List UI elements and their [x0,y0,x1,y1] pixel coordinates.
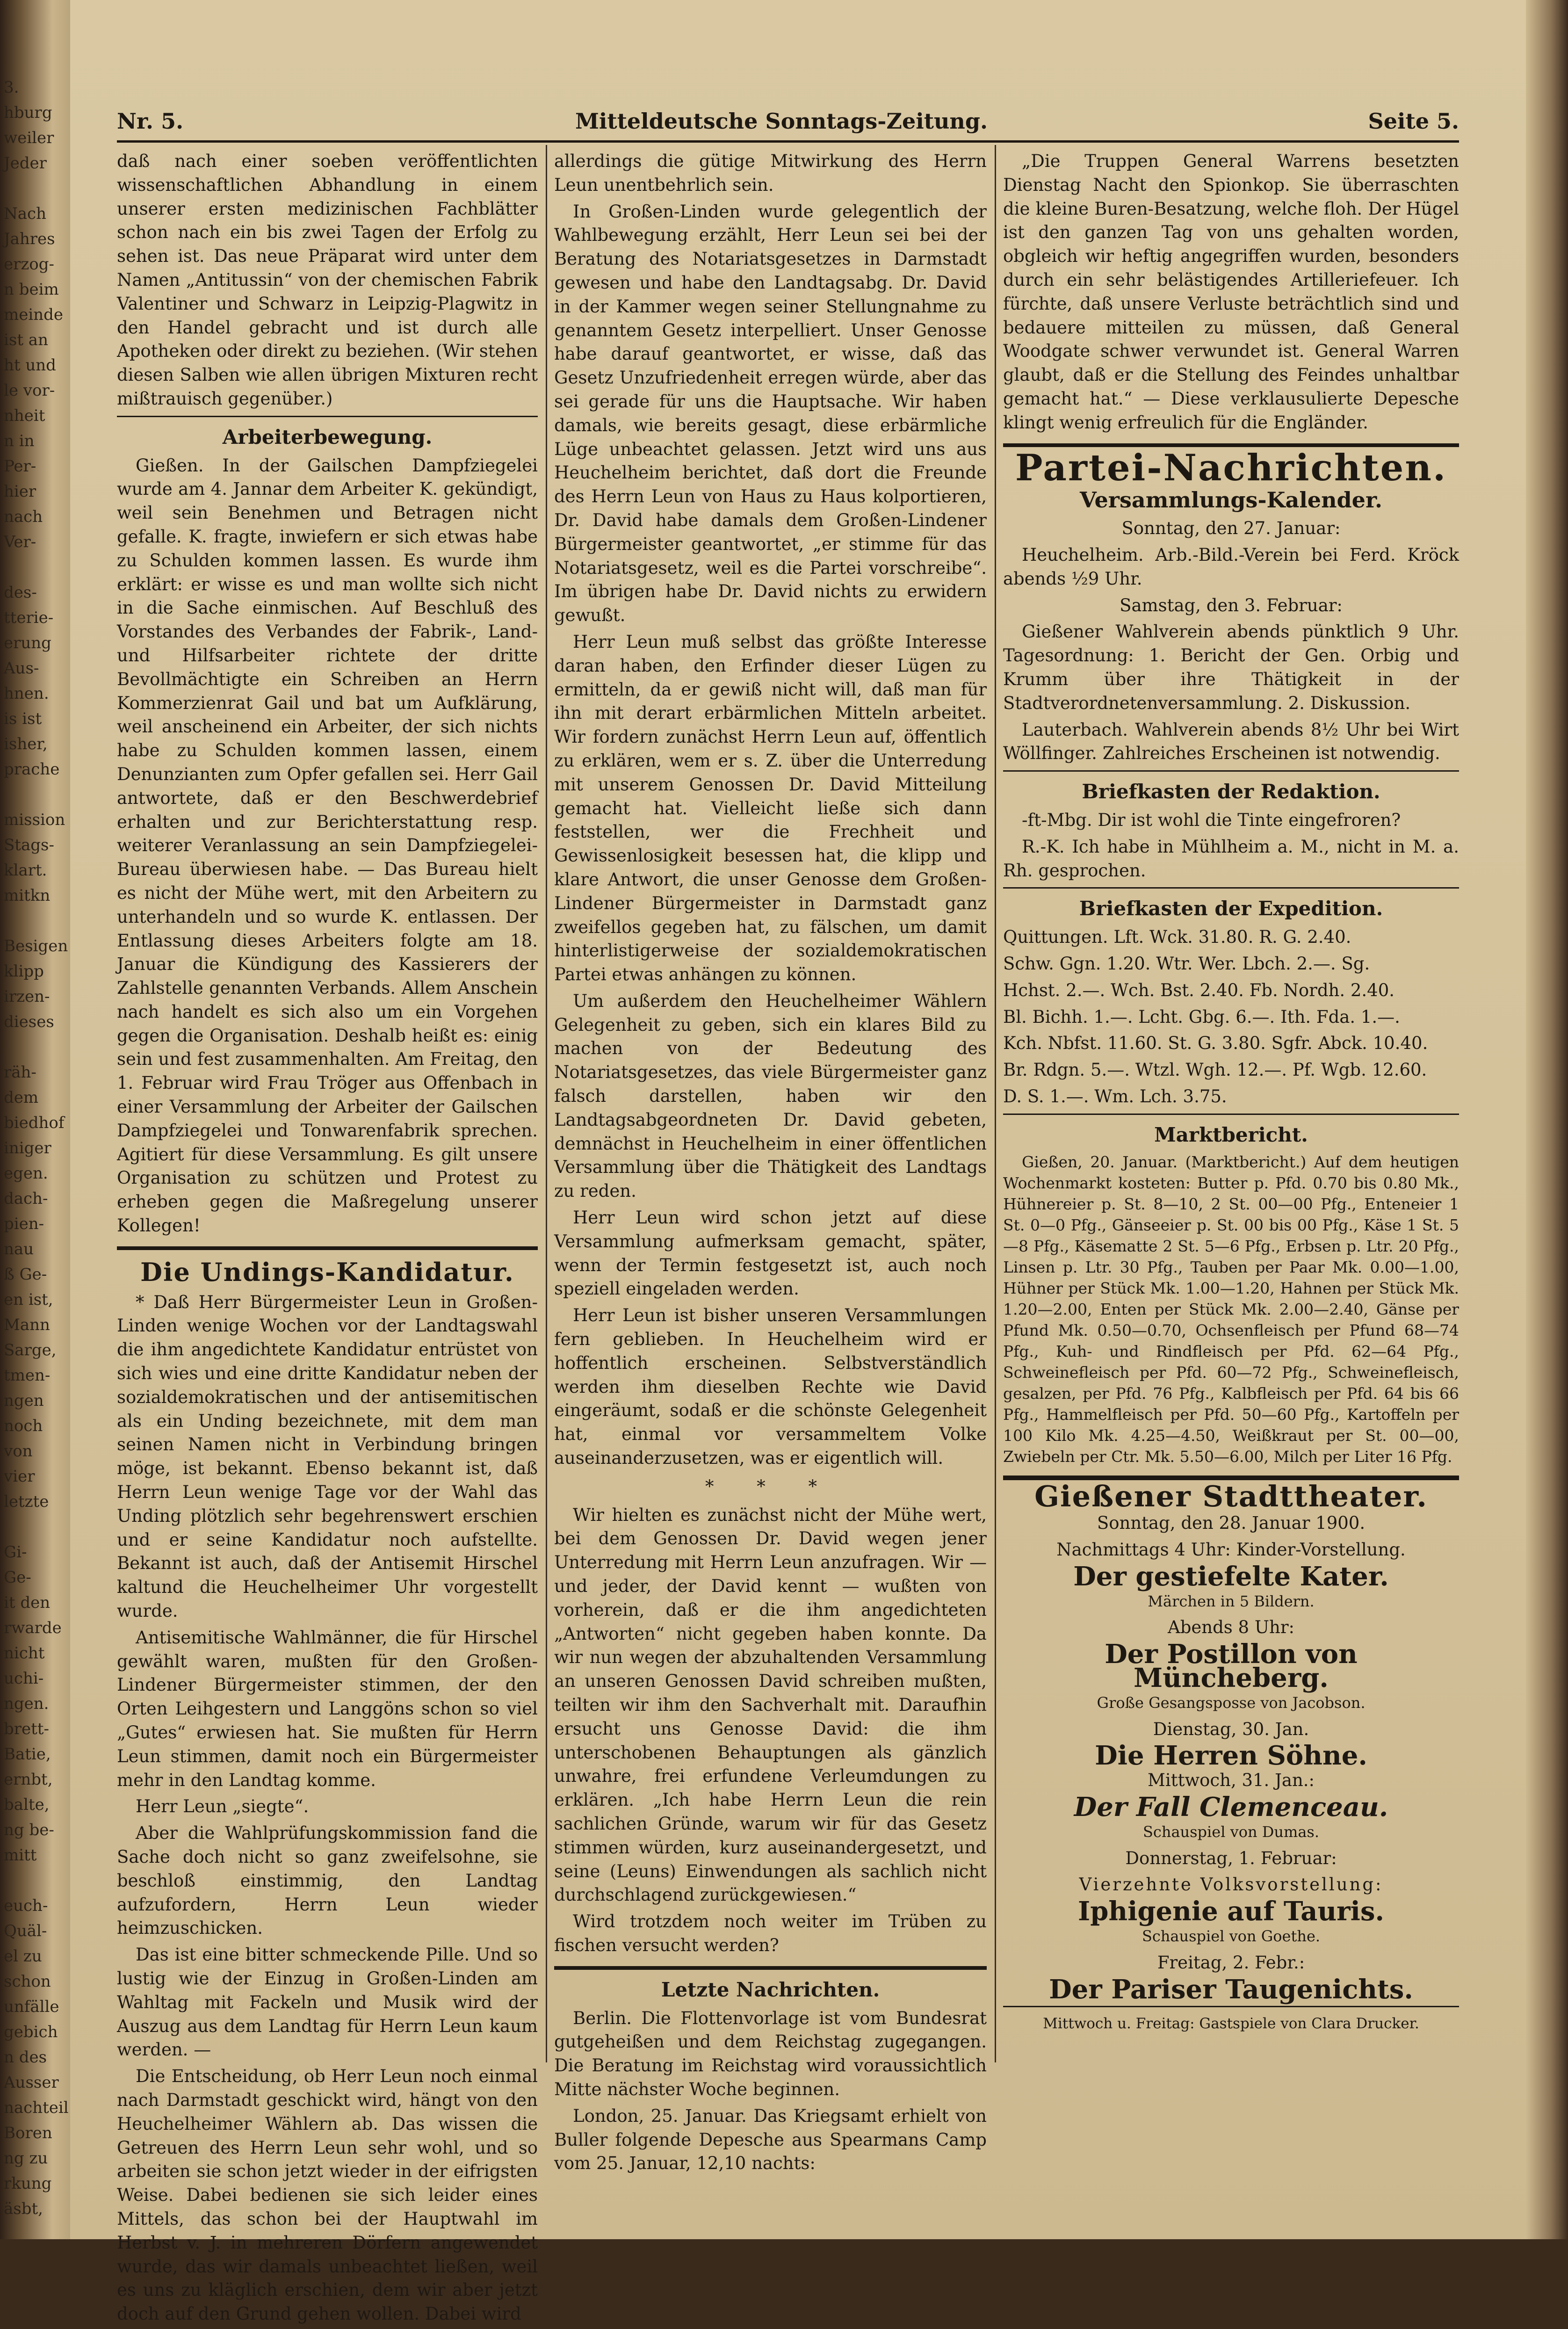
newspaper-page [70,0,1568,2324]
col2-paragraph-3: Herr Leun muß selbst das größte Interesse daran haben, den Erfinder dieser Lügen zu ermitteln, da er gewiß nicht will, daß man für ihn mit derart erbärmlichen Mitteln arbeitet. Wir fordern zunächst Herrn Leun auf, öffentlich zu erklären, wem er s. Z. über die Unterredung mit unserem Genossen Dr. David Mitteilung gemacht hat. Vielleicht ließe sich dann feststellen, wer die Frechheit und Gewissenlosigkeit besessen hat, die klipp und klare Antwort, die unser Genosse dem Großen-Lindener Bürgermeister in Darmstadt ganz zweifellos gegeben hat, zu fälschen, um damit hinterlistigerweise der sozialdemokratischen Partei etwas anhängen zu können. [554,631,987,985]
prev-page-fragment: noch [4,1417,43,1435]
prev-page-fragment: Mann [4,1316,50,1334]
prev-page-fragment: erzog- [4,255,55,274]
undings-paragraph-5: Das ist eine bitter schmeckende Pille. Und so lustig wie der Einzug in Großen-Linden am Wahltag mit Fackeln und Musik wird der Auszug aus dem Landtag für Herrn Leun kaum werden. — [117,1945,538,2060]
prev-page-fragment: irzen- [4,987,50,1006]
marktbericht-paragraph: Gießen, 20. Januar. (Marktbericht.) Auf dem heutigen Wochenmarkt kosteten: Butter p. Pfd. 0.70 bis 0.80 Mk., Hühnereier p. St. 8—10, 2 St. 00—00 Pfg., Enteneier 1 St. 0—0 Pfg., Gänseeier p. St. 00 bis 00 Pfg., Käse 1 St. 5—8 Pfg., Käsematte 2 St. 5—6 Pfg., Erbsen p. Ltr. 20 Pfg., Linsen p. Ltr. 30 Pfg., Tauben per Paar Mk. 0.00—1.00, Hühner per Stück Mk. 1.00—1.20, Hahnen per Stück Mk. 1.20—2.00, Enten per Stück Mk. 2.00—2.40, Gänse per Pfund Mk. 0.50—0.70, Ochsenfleisch per Pfund 68—74 Pfg., Kuh- und Rindfleisch per Pfd. 62—64 Pfg., Schweinefleisch per Pfd. 60—72 Pfg., Schweinefleisch, gesalzen, per Pfd. 76 Pfg., Kalbfleisch per Pfd. 64 bis 66 Pfg., Hammelfleisch per Pfd. 50—60 Pfg., Kartoffeln per 100 Kilo Mk. 4.25—4.50, Weißkraut per St. 00—00, Zwiebeln per Ctr. Mk. 5.50—6.00, Milch per Liter 16 Pfg. [1003,1153,1459,1466]
section-rule [1003,770,1459,772]
prev-page-fragment: hburg [4,103,52,122]
play-title-6: Der Pariser Taugenichts. [1049,1974,1413,2005]
heading-briefkasten-redaktion: Briefkasten der Redaktion. [1082,780,1380,803]
prev-page-fragment [4,782,70,807]
kalender-entry-giessen: Gießener Wahlverein abends pünktlich 9 Uhr. Tagesordnung: 1. Bericht der Gen. Orbig und Krumm über ihre Thätigkeit in der Stadtverordnetenversammlung. 2. Diskussion. [1003,622,1459,713]
play-title-1: Der gestiefelte Kater. [1073,1561,1389,1592]
prev-page-fragment: ist an [4,331,48,349]
quittungen-line: Br. Rdgn. 5.—. Wtzl. Wgh. 12.—. Pf. Wgb. 12.60. [1003,1060,1427,1080]
prev-page-fragment: en ist, [4,1290,53,1309]
prev-page-fragment: Besigen [4,937,68,955]
quittungen-line: Hchst. 2.—. Wch. Bst. 2.40. Fb. Nordh. 2.40. [1003,980,1395,1000]
prev-page-fragment: mitt [4,1846,37,1865]
prev-page-fragment: it den [4,1593,51,1612]
prev-page-fragment: vier [4,1467,35,1486]
play-subtitle-1: Märchen in 5 Bildern. [1148,1592,1315,1610]
heading-arbeiterbewegung: Arbeiterbewegung. [222,425,433,448]
prev-page-fragment: egen. [4,1164,48,1183]
quittungen-line: D. S. 1.—. Wm. Lch. 3.75. [1003,1086,1227,1107]
header-rule [117,140,1459,143]
prev-page-fragment: Boren [4,2124,52,2142]
section-rule [1003,2006,1459,2007]
prev-page-fragment: nau [4,1240,34,1259]
prev-page-fragment: unfälle [4,1997,59,2016]
page-number: Seite 5. [1368,108,1459,134]
heading-versammlungs-kalender: Versammlungs-Kalender. [1080,487,1382,513]
prev-page-fragment: Ver- [4,533,36,551]
prev-page-fragment: äsbt, [4,2199,43,2218]
prev-page-fragment: klart. [4,861,47,880]
play-subtitle-2: Große Gesangsposse von Jacobson. [1097,1693,1366,1712]
prev-page-fragment [4,1034,70,1060]
heading-marktbericht: Marktbericht. [1154,1123,1308,1146]
theater-footer: Mittwoch u. Freitag: Gastspiele von Clara Drucker. [1043,2015,1419,2032]
play-title-2: Der Postillon von Müncheberg. [1105,1639,1358,1694]
quittungen-line: Quittungen. Lft. Wck. 31.80. R. G. 2.40. [1003,927,1351,948]
prev-page-fragment: des- [4,583,37,602]
prev-page-fragment: le vor- [4,381,55,400]
prev-page-fragment: letzte [4,1492,49,1511]
col2-paragraph-2: In Großen-Linden wurde gelegentlich der Wahlbewegung erzählt, Herr Leun sei bei der Beratung des Notariatsgesetzes in Darmstadt gewesen und habe den Landtagsabg. Dr. David in der Kammer wegen seiner Stellungnahme zu genanntem Gesetz interpelliert. Unser Genosse habe darauf geantwortet, er wisse, daß das Gesetz Unzufriedenheit erregen würde, aber das sei gerade für uns die Hauptsache. Wir haben damals, wie bereits gesagt, diese erbärmliche Lüge unbeachtet gelassen. Jetzt wird uns aus Heuchelheim berichtet, daß dort die Freunde des Herrn Leun von Haus zu Haus kolportieren, Dr. David habe damals dem Großen-Lindener Bürgermeister geantwortet, „er stimme für das Notariatsgesetz, weil es die Partei vorschreibe“. Im übrigen habe Dr. David nichts zu erwidern gewußt. [554,201,987,626]
briefkasten-entry-1: -ft-Mbg. Dir ist wohl die Tinte eingefroren? [1022,810,1401,830]
undings-paragraph-4: Aber die Wahlprüfungskommission fand die Sache doch nicht so ganz zweifelsohne, sie beschloß einstimmig, den Landtag aufzufordern, Herrn Leun wieder heimzuschicken. [117,1823,538,1938]
prev-page-fragment: Jeder [4,154,47,173]
column-rule-1 [546,145,547,2062]
quittungen-line: Schw. Ggn. 1.20. Wtr. Wer. Lbch. 2.—. Sg. [1003,953,1370,974]
prev-page-fragment: nheit [4,406,45,425]
prev-page-fragment: Gi- [4,1543,27,1562]
theater-time-2: Abends 8 Uhr: [1167,1617,1295,1638]
play-title-3: Die Herren Söhne. [1095,1740,1367,1772]
prev-page-fragment: ng be- [4,1821,54,1839]
play-subtitle-4: Schauspiel von Dumas. [1142,1823,1320,1841]
prev-page-fragment: klipp [4,962,44,981]
prev-page-fragment: Quäl- [4,1922,47,1940]
prev-page-fragment: euch- [4,1896,48,1915]
col2-paragraph-4: Um außerdem den Heuchelheimer Wählern Gelegenheit zu geben, sich ein klares Bild zu machen von der Bedeutung des Notariatsgesetzes, das viele Bürgermeister ganz falsch darstellen, haben wir den Landtagsabgeordneten Dr. David gebeten, demnächst in Heuchelheim in einer öffentlichen Versammlung über die Thätigkeit des Landtags zu reden. [554,991,987,1201]
page-right-edge [1526,0,1568,2239]
prev-page-fragment: ngen. [4,1694,49,1713]
column-rule-2 [995,145,996,2062]
theater-time-5: Donnerstag, 1. Februar: [1125,1848,1337,1868]
prev-page-fragment: n in [4,432,35,450]
prev-page-fragment: räh- [4,1063,36,1082]
prev-page-fragment: dach- [4,1189,48,1208]
theater-time-3: Dienstag, 30. Jan. [1153,1719,1309,1739]
prev-page-fragment: mitkn [4,886,51,905]
prev-page-fragment: gebich [4,2023,58,2041]
prev-page-fragment [4,1514,70,1540]
column-3 [1003,150,1459,2039]
theater-time-1: Nachmittags 4 Uhr: Kinder-Vorstellung. [1056,1540,1406,1560]
prev-page-fragment: Ausser [4,2073,59,2092]
prev-page-fragment [4,908,70,933]
antitussin-paragraph: daß nach einer soeben veröffentlichten wissenschaftlichen Abhandlung in einem unserer ersten medizinischen Fachblätter schon nach ein bis zwei Tagen der Erfolg zu sehen ist. Das neue Präparat wird unter dem Namen „Antitussin“ von der chemischen Fabrik Valentiner und Schwarz in Leipzig-Plagwitz in den Handel gebracht und ist durch alle Apotheken oder direkt zu beziehen. (Wir stehen diesen Salben wie allen übrigen Mixturen recht mißtrauisch gegenüber.) [117,151,538,409]
news-berlin: Berlin. Die Flottenvorlage ist vom Bundesrat gutgeheißen und dem Reichstag zugegangen. Die Beratung im Reichstag wird voraussichtlich Mitte nächster Woche beginnen. [554,2008,987,2099]
theater-line-5: Vierzehnte Volksvorstellung: [1079,1874,1383,1895]
play-title-5: Iphigenie auf Tauris. [1078,1896,1384,1927]
prev-page-fragment: von [4,1442,33,1461]
column-1 [117,150,538,2329]
prev-page-fragment: nachteil [4,2098,69,2117]
prev-page-fragment: isher, [4,735,48,753]
prev-page-fragment: ng zu [4,2149,48,2168]
prev-page-fragment: meinde [4,305,64,324]
prev-page-fragment: brett- [4,1720,49,1738]
col2-paragraph-5: Herr Leun wird schon jetzt auf diese Versammlung aufmerksam gemacht, später, wenn der Termin festgesetzt ist, auch noch speziell eingeladen werden. [554,1208,987,1299]
col2-paragraph-7: Wir hielten es zunächst nicht der Mühe wert, bei dem Genossen Dr. David wegen jener Unterredung mit Herrn Leun anzufragen. Wir — und jeder, der David kennt — wußten von vorherein, daß er die ihm angedichteten „Antworten“ nicht gegeben haben konnte. Da wir nun wegen der abzuhaltenden Versammlung an unseren Genossen David schreiben mußten, teilten wir ihm den Sachverhalt mit. Daraufhin ersucht uns Genosse David: die ihm unterschobenen Behauptungen als gänzlich unwahre, frei erfundene Verleumdungen zu erklären. „Ich habe Herrn Leun die rein sachlichen Gründe, warum wir für das Gesetz stimmen würden, kurz auseinandergesetzt, und seine (Leuns) Einwendungen als sachlich nicht durchschlagend zurückgewiesen.“ [554,1504,987,1905]
col2-paragraph-6: Herr Leun ist bisher unseren Versammlungen fern geblieben. In Heuchelheim wird er hoffentlich erscheinen. Selbstverständlich werden ihm dieselben Rechte wie David eingeräumt, sodaß er die schönste Gelegenheit hat, einmal vor versammeltem Volke auseinanderzusetzen, was er eigentlich will. [554,1305,987,1468]
prev-page-fragment: 3. [4,78,19,97]
undings-paragraph-3: Herr Leun „siegte“. [136,1796,309,1817]
prev-page-fragment: rwarde [4,1619,62,1637]
prev-page-fragment: Sarge, [4,1341,57,1360]
col2-paragraph-8: Wird trotzdem noch weiter im Trüben zu fischen versucht werden? [554,1911,987,1955]
prev-page-fragment: el zu [4,1947,42,1966]
prev-page-fragment: dem [4,1088,39,1107]
col2-paragraph-1: allerdings die gütige Mitwirkung des Herrn Leun unentbehrlich sein. [554,151,987,195]
section-asterisks: * * * [705,1476,836,1497]
prev-page-fragment: Ge- [4,1568,31,1587]
section-rule [1003,887,1459,889]
prev-page-fragment: dieses [4,1013,54,1031]
kalender-date-1: Sonntag, den 27. Januar: [1121,518,1341,539]
theater-date: Sonntag, den 28. Januar 1900. [1097,1513,1366,1533]
previous-page-edge [0,75,70,2218]
prev-page-fragment [4,176,70,201]
prev-page-fragment: rkung [4,2174,52,2193]
prev-page-fragment: Stags- [4,836,54,854]
prev-page-fragment: hnen. [4,684,49,703]
prev-page-fragment: uchi- [4,1669,44,1688]
quittungen-line: Bl. Bichh. 1.—. Lcht. Gbg. 6.—. Ith. Fda. 1.—. [1003,1006,1400,1027]
prev-page-fragment: pien- [4,1215,44,1233]
undings-paragraph-6: Die Entscheidung, ob Herr Leun noch einmal nach Darmstadt geschickt wird, hängt von den Heuchelheimer Wählern ab. Das wissen die Getreuen des Herrn Leun sehr wohl, und so arbeiten sie schon jetzt wieder in der eifrigsten Weise. Dabei bedienen sie sich leider eines Mittels, das schon bei der Hauptwahl im Herbst v. J. in mehreren Dörfern angewendet wurde, das wir damals unbeachtet ließen, weil es uns zu kläglich erschien, dem wir aber jetzt doch auf den Grund gehen wollen. Dabei wird [117,2066,538,2324]
prev-page-fragment: mission [4,810,65,829]
kalender-date-2: Samstag, den 3. Februar: [1120,595,1343,615]
heading-letzte-nachrichten: Letzte Nachrichten. [661,1978,880,2001]
prev-page-fragment: hier [4,482,36,501]
theater-time-4: Mittwoch, 31. Jan.: [1147,1770,1315,1791]
section-rule-thick [117,1246,538,1250]
prev-page-fragment: Nach [4,204,46,223]
prev-page-fragment: tmen- [4,1366,51,1385]
arbeiter-paragraph: Gießen. In der Gailschen Dampfziegelei wurde am 4. Jannar dem Arbeiter K. gekündigt, weil sein Benehmen und Betragen nicht gefalle. K. fragte, inwiefern er sich etwas habe zu Schulden kommen lassen. Es wurde ihm erklärt: er wisse es und man wollte sich nicht in die Sache einmischen. Auf Beschluß des Vorstandes des Verbandes der Fabrik-, Land- und Hilfsarbeiter richtete der dritte Bevollmächtigte ein Schreiben an Herrn Kommerzienrat Gail und bat um Aufklärung, weil anscheinend ein Arbeiter, der sich nichts habe zu Schulden kommen lassen, einem Denunzianten zum Opfer gefallen sei. Herr Gail antwortete, daß er den Beschwerdebrief erhalten und zur Berichterstattung resp. weiterer Veranlassung an sein Dampfziegelei-Bureau überwiesen habe. — Das Bureau hielt es nicht der Mühe wert, mit den Arbeitern zu unterhandeln und so wurde K. entlassen. Der Entlassung dieses Arbeiters folgte am 18. Januar die Kündigung des Kassierers der Zahlstelle genannten Verbands. Allem Anschein nach handelt es sich also um ein Vorgehen gegen die Organisation. Deshalb heißt es: einig sein und fest zusammenhalten. Am Freitag, den 1. Februar wird Frau Tröger aus Offenbach in einer Versammlung der Arbeiter der Gailschen Dampfziegelei und Tonwarenfabrik sprechen. Agitiert für diese Versammlung. Es gilt unsere Organisation zu schützen und Protest zu erheben gegen die Maßregelung unserer Kollegen! [117,455,538,1236]
briefkasten-entry-2: R.-K. Ich habe in Mühlheim a. M., nicht in M. a. Rh. gesprochen. [1003,836,1459,881]
undings-paragraph-1: * Daß Herr Bürgermeister Leun in Großen-Linden wenige Wochen vor der Landtagswahl die ihm angedichtete Kandidatur entrüstet von sich wies und eine dritte Kandidatur neben der sozialdemokratischen und der antisemitischen als ein Unding bezeichnete, mit dem man seinen Namen nicht in Verbindung bringen möge, ist bekannt. Ebenso bekannt ist, daß Herrn Leun wenige Tage vor der Wahl das Unding plötzlich sehr begehrenswert erschien und er seine Kandidatur noch aufstellte. Bekannt ist auch, daß der Antisemit Hirschel kaltund die Heuchelheimer Uhr vorgestellt wurde. [117,1292,538,1621]
play-subtitle-5: Schauspiel von Goethe. [1142,1927,1321,1946]
prev-page-fragment: n beim [4,280,59,299]
prev-page-fragment: weiler [4,129,54,147]
kalender-entry-heuchelheim: Heuchelheim. Arb.-Bild.-Verein bei Ferd. Kröck abends ½9 Uhr. [1003,544,1459,589]
prev-page-fragment: is ist [4,709,42,728]
prev-page-fragment: Jahres [4,230,55,248]
prev-page-fragment [4,555,70,580]
prev-page-fragment: ht und [4,356,56,375]
prev-page-fragment: n des [4,2048,47,2067]
prev-page-fragment: Batie, [4,1745,51,1764]
undings-paragraph-2: Antisemitische Wahlmänner, die für Hirschel gewählt waren, mußten für den Großen-Lindener Bürgermeister stimmen, der den Orten Leihgestern und Langgöns schon so viel „Gutes“ erwiesen hat. Sie mußten für Herrn Leun stimmen, damit noch ein Bürgermeister mehr in den Landtag komme. [117,1627,538,1790]
heading-undings-kandidatur: Die Undings-Kandidatur. [140,1257,514,1287]
prev-page-fragment: ernbt, [4,1770,53,1789]
prev-page-fragment: ngen [4,1391,44,1410]
play-title-4: Der Fall Clemenceau. [1074,1792,1388,1823]
prev-page-fragment: Per- [4,457,36,476]
heading-stadttheater: Gießener Stadttheater. [1034,1479,1428,1514]
section-rule [1003,1114,1459,1115]
column-2 [554,150,987,2178]
prev-page-fragment: schon [4,1972,51,1991]
quittungen-line: Kch. Nbfst. 11.60. St. G. 3.80. Sgfr. Abck. 10.40. [1003,1033,1428,1054]
masthead-title: Mitteldeutsche Sonntags-Zeitung. [575,108,988,134]
prev-page-fragment: biedhof [4,1114,65,1132]
prev-page-fragment [4,1868,70,1893]
section-rule-thick [554,1966,987,1970]
theater-time-6: Freitag, 2. Febr.: [1157,1952,1305,1973]
prev-page-fragment: erung [4,634,51,652]
prev-page-fragment: balte, [4,1795,50,1814]
prev-page-fragment: prache [4,760,60,779]
prev-page-fragment: ß Ge- [4,1265,47,1284]
prev-page-fragment: iniger [4,1139,51,1157]
section-rule [117,416,538,417]
prev-page-fragment: nach [4,507,43,526]
prev-page-fragment: nicht [4,1644,45,1663]
depesche-paragraph: „Die Truppen General Warrens besetzten Dienstag Nacht den Spionkop. Sie überraschten die kleine Buren-Besatzung, welche floh. Der Hügel ist den ganzen Tag von uns gehalten worden, obgleich wir heftig angegriffen wurden, besonders durch ein sehr belästigendes Artilleriefeuer. Ich fürchte, daß unsere Verluste beträchtlich sind und bedauere mitteilen zu müssen, daß General Woodgate schwer verwundet ist. General Warren glaubt, daß er die Stellung des Feindes unhaltbar gemacht hat.“ — Diese verklausulierte Depesche klingt wenig erfreulich für die Engländer. [1003,151,1459,433]
prev-page-fragment: Aus- [4,659,39,678]
kalender-entry-lauterbach: Lauterbach. Wahlverein abends 8½ Uhr bei Wirt Wöllfinger. Zahlreiches Erscheinen ist notwendig. [1003,719,1459,764]
prev-page-fragment: tterie- [4,608,54,627]
heading-partei-nachrichten: Partei-Nachrichten. [1015,446,1447,489]
heading-briefkasten-expedition: Briefkasten der Expedition. [1079,897,1383,920]
issue-number: Nr. 5. [117,108,184,134]
news-london: London, 25. Januar. Das Kriegsamt erhielt von Buller folgende Depesche aus Spearmans Camp vom 25. Januar, 12,10 nachts: [554,2105,987,2174]
